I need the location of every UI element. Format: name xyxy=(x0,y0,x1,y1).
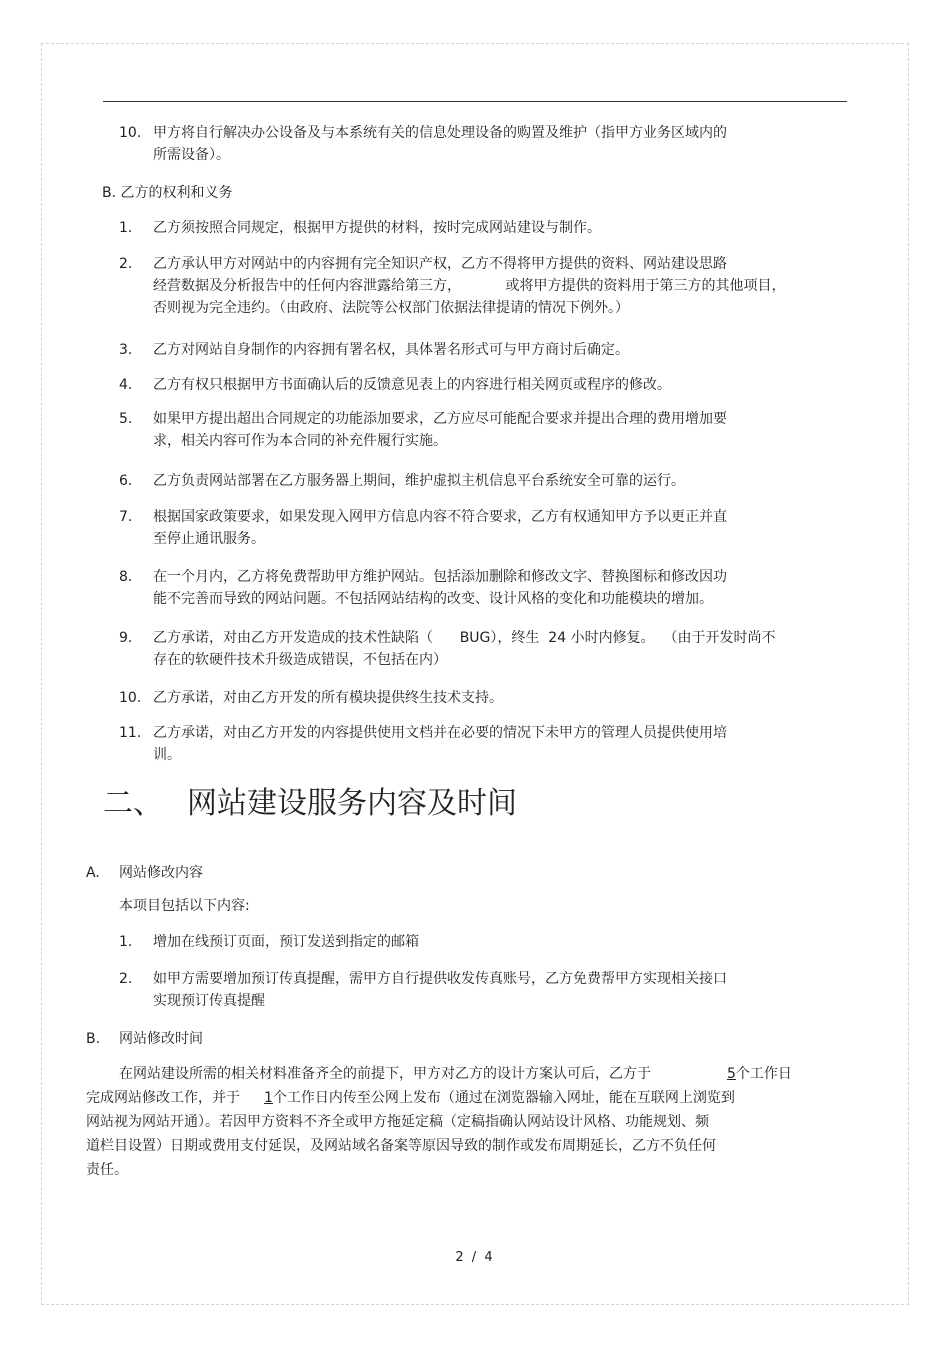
sub-a-label: A. xyxy=(86,865,100,881)
section-heading: 网站建设服务内容及时间 xyxy=(187,786,517,821)
section-title xyxy=(103,784,517,824)
intro-text: 本项目包括以下内容: xyxy=(119,898,250,914)
sub-b-label: B. xyxy=(86,1031,101,1047)
party-b-heading: B. 乙方的权利和义务 xyxy=(102,185,233,201)
sub-a-heading: 网站修改内容 xyxy=(119,865,203,881)
schedule-paragraph: 在网站建设所需的相关材料准备齐全的前提下，甲方对乙方的设计方案认可后，乙方于 5个工作日 完成网站修改工作，并于 1个工作日内传至公网上发布（通过在浏览器输入网址，能在互联网上浏览到 网站视为网站开通）。若因甲方资料不齐全或甲方拖延定稿（定稿指确认网站设计风格、功能规划、频 道栏目设置）日期或费用支付延误，及网站域名备案等原因导致的制作或发布周期延长，乙方不负任何 责任。 xyxy=(86,1066,792,1178)
days-value: 5 xyxy=(727,1066,736,1082)
item-text: 甲方将自行解决办公设备及与本系统有关的信息处理设备的购置及维护（指甲方业务区域内的 所需设备）。 xyxy=(153,125,727,163)
item-number: 10. xyxy=(119,125,142,141)
sub-b-heading: 网站修改时间 xyxy=(119,1031,203,1047)
section-number: 二、 xyxy=(103,786,163,821)
document-body: 10. 甲方将自行解决办公设备及与本系统有关的信息处理设备的购置及维护（指甲方业务区域内的 所需设备）。 B. 乙方的权利和义务 1. 乙方须按照合同规定，根据甲方提供的材料，按时完成网站建设与制作。 2. 乙方承认甲方对网站中的内容拥有完全知识产权，乙方不得将甲方提供的资料、网站建设思路 经营数据及分析报告中的任何内容泄露给第三方， 或将甲方提供的资料用于第三方的其他项目， 否则视为完全违约。（由政府、法院等公权部门依据法律提请的情况下例外。） 3. 乙方对网站自身制作的内容拥有署名权，具体署名形式可与甲方商讨后确定。 4. 乙方有权只根据甲方书面确认后的反馈意见表上的内容进行相关网页或程序的修改。 5. 如果甲方提出超出合同规定的功能添加要求，乙方应尽可能配合要求并提出合理的费用增加要 求，相关内容可作为本合同的补充件履行实施。 6. 乙方负责网站部署在乙方服务器上期间，维护虚拟主机信息平台系统安全可靠的运行。 7. 根据国家政策要求，如果发现入网甲方信息内容不符合要求，乙方有权通知甲方予以更正并直 至停止通讯服务。 8. 在一个月内，乙方将免费帮助甲方维护网站。包括添加删除和修改文字、替换图标和修改因功 能不完善而导致的网站问题。不包括网站结构的改变、设计风格的变化和功能模块的增加。 9. 乙方承诺，对由乙方开发造成的技术性缺陷（ BUG），终生 24 小时内修复。 （由于开发时尚不 存在的软硬件技术升级造成错误，不包括在内） 10. 乙方承诺，对由乙方开发的所有模块提供终生技术支持。 11. 乙方承诺，对由乙方开发的内容提供使用文档并在必要的情况下未甲方的管理人员提供使用培 训。 二、 网站建设服务内容及时间 A. 网站修改内容 本项目包括以下内容: 1. 增加在线预订页面，预订发送到指定的邮箱 2. 如甲方需要增加预订传真提醒，需甲方自行提供收发传真账号，乙方免费帮甲方实现相关接口 实现预订传真提醒 B. 网站修改时间 在网站建设所需的相关材料准备齐全的前提下，甲方对乙方的设计方案认可后，乙方于 5个工作日 完成网站修改工作，并于 1个工作日内传至公网上发布（通过在浏览器输入网址，能在互联网上浏览到 网站视为网站开通）。若因甲方资料不齐全或甲方拖延定稿（定稿指确认网站设计风格、功能规划、频 道栏目设置）日期或费用支付延误，及网站域名备案等原因导致的制作或发布周期延长，乙方不负任何 责任。 2 / 4 xyxy=(0,0,950,1345)
days-value: 1 xyxy=(264,1090,273,1106)
page-number: 2 / 4 xyxy=(455,1250,495,1265)
